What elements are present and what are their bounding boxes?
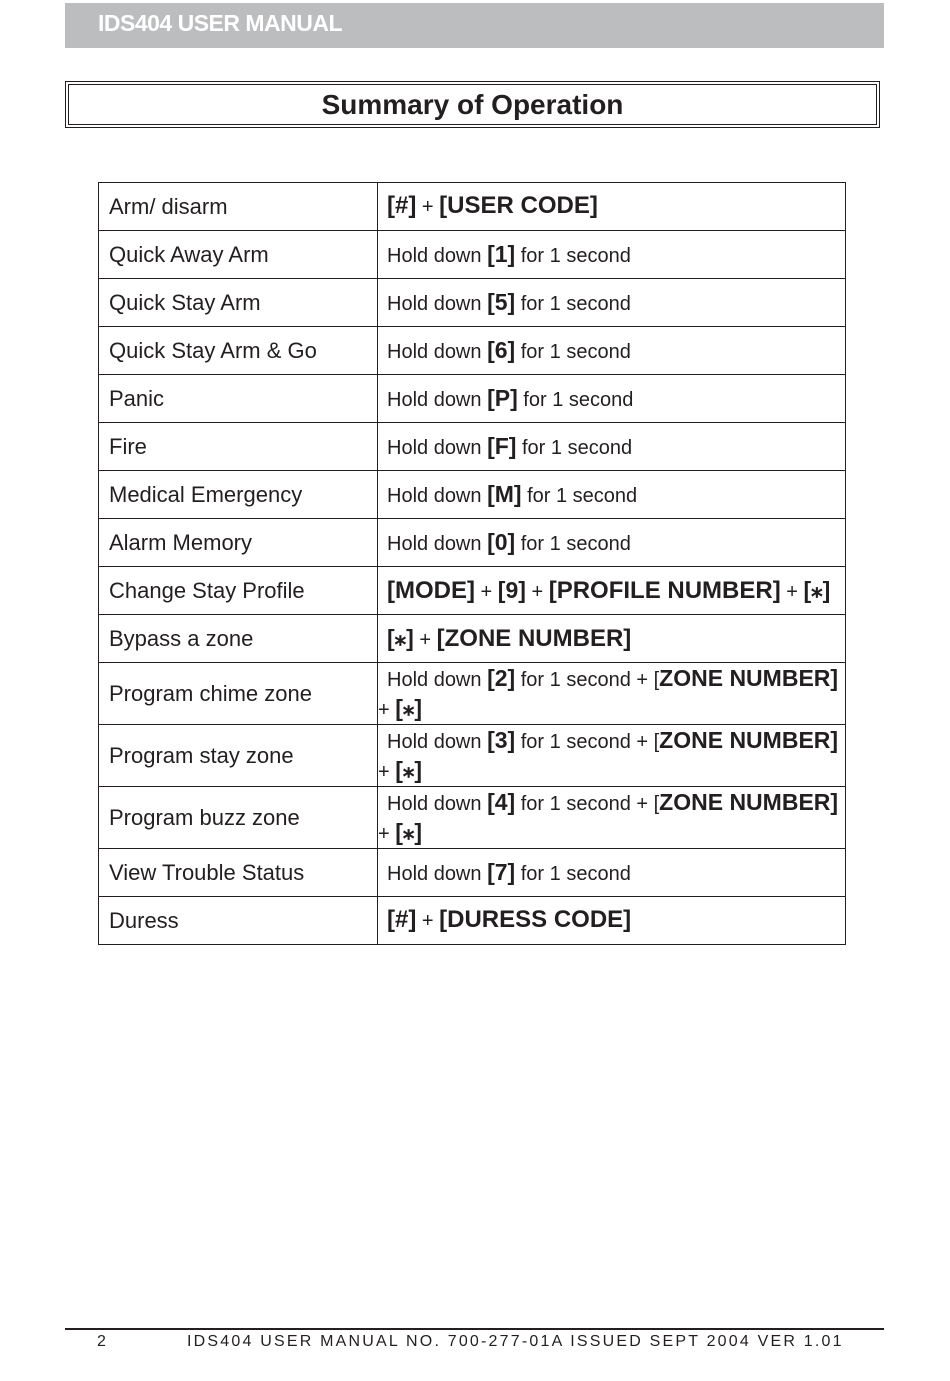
table-row [99, 279, 846, 327]
table-row [99, 423, 846, 471]
operation-label: Program buzz zone [99, 787, 378, 849]
table-row [99, 787, 846, 849]
operation-label: Panic [99, 375, 378, 423]
table-row [99, 663, 846, 725]
footer-divider [65, 1328, 884, 1330]
table-row [99, 375, 846, 423]
operation-label: Quick Stay Arm [99, 279, 378, 327]
table-row [99, 471, 846, 519]
operation-label: Duress [99, 897, 378, 945]
operation-label: Quick Away Arm [99, 231, 378, 279]
operations-table [98, 182, 846, 945]
table-row [99, 327, 846, 375]
operation-action: Hold down [M] for 1 second [378, 471, 846, 519]
title-box [65, 81, 880, 128]
table-row [99, 183, 846, 231]
operation-action: [#] + [USER CODE] [378, 183, 846, 231]
table-row [99, 567, 846, 615]
operation-action: Hold down [7] for 1 second [378, 849, 846, 897]
operation-action: Hold down [4] for 1 second + [ZONE NUMBER] + [⁎] [378, 787, 846, 849]
operation-label: Alarm Memory [99, 519, 378, 567]
operation-label: View Trouble Status [99, 849, 378, 897]
operation-action: Hold down [1] for 1 second [378, 231, 846, 279]
table-row [99, 725, 846, 787]
operation-label: Program chime zone [99, 663, 378, 725]
page-title: Summary of Operation [321, 88, 624, 120]
operation-label: Medical Emergency [99, 471, 378, 519]
operation-action: Hold down [6] for 1 second [378, 327, 846, 375]
operation-label: Arm/ disarm [99, 183, 378, 231]
operation-label: Fire [99, 423, 378, 471]
operation-action: [#] + [DURESS CODE] [378, 897, 846, 945]
operation-label: Change Stay Profile [99, 567, 378, 615]
operation-label: Program stay zone [99, 725, 378, 787]
title-inner-frame [68, 84, 877, 125]
operation-action: Hold down [0] for 1 second [378, 519, 846, 567]
table-row [99, 897, 846, 945]
operation-action: Hold down [F] for 1 second [378, 423, 846, 471]
table-row [99, 615, 846, 663]
table-row [99, 519, 846, 567]
footer-text: IDS404 USER MANUAL NO. 700-277-01A ISSUED SEPT 2004 VER 1.01 [187, 1333, 844, 1350]
table-row [99, 849, 846, 897]
operation-label: Bypass a zone [99, 615, 378, 663]
header-title: IDS404 USER MANUAL [98, 10, 343, 36]
operation-action: Hold down [3] for 1 second + [ZONE NUMBER] + [⁎] [378, 725, 846, 787]
operation-action: Hold down [5] for 1 second [378, 279, 846, 327]
operation-action: [⁎] + [ZONE NUMBER] [378, 615, 846, 663]
operation-label: Quick Stay Arm & Go [99, 327, 378, 375]
operation-action: Hold down [2] for 1 second + [ZONE NUMBER] + [⁎] [378, 663, 846, 725]
page-number: 2 [97, 1333, 107, 1350]
table-row [99, 231, 846, 279]
header-bar [65, 3, 884, 48]
operation-action: Hold down [P] for 1 second [378, 375, 846, 423]
operation-action: [MODE] + [9] + [PROFILE NUMBER] + [⁎] [378, 567, 846, 615]
